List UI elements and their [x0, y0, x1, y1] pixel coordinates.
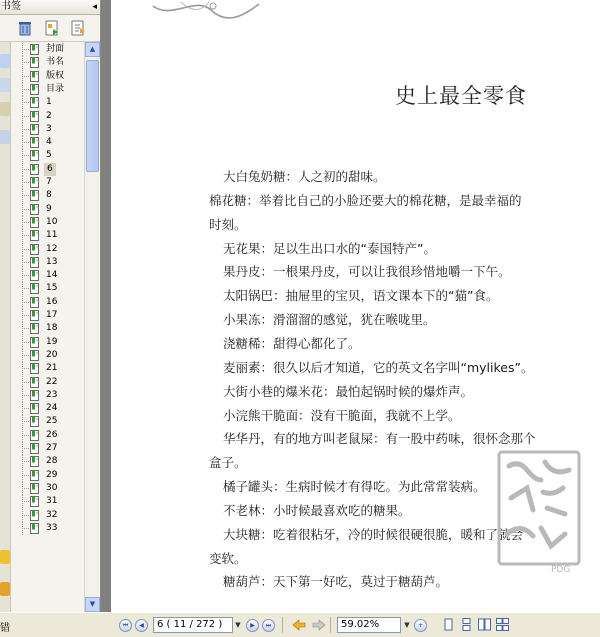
- bookmark-label: 6: [44, 163, 56, 176]
- paragraph-line: 糖葫芦：天下第一好吃，莫过于糖葫芦。: [223, 574, 449, 590]
- tree-branch: [22, 342, 30, 343]
- bookmark-icon: [30, 270, 39, 281]
- bookmark-label: 9: [46, 203, 52, 214]
- bookmark-item[interactable]: [12, 495, 84, 508]
- bookmark-label: 目录: [46, 83, 65, 94]
- bookmark-label: 书名: [46, 57, 65, 68]
- bookmark-icon: [30, 456, 39, 467]
- forward-arrow-icon[interactable]: [312, 618, 326, 632]
- page-number-field[interactable]: 6 ( 11 / 272 ): [153, 617, 233, 633]
- bookmark-label: 27: [46, 443, 58, 453]
- bookmark-icon: [30, 337, 39, 348]
- panel-tab-strip: [0, 42, 11, 612]
- previous-page-icon[interactable]: ◀: [135, 619, 148, 632]
- bookmark-item[interactable]: [12, 469, 84, 482]
- signature-tab-icon[interactable]: [0, 582, 10, 596]
- bookmark-label: 4: [46, 137, 52, 148]
- tree-branch: [22, 395, 30, 396]
- paragraph-line: 大块糖：吃着很粘牙，冷的时候很硬很脆，暖和了就会: [223, 526, 524, 542]
- bookmark-icon: [30, 363, 39, 374]
- bookmark-item[interactable]: [12, 229, 84, 242]
- bookmark-label: 31: [46, 496, 58, 507]
- paragraph-line: 小果冻：滑溜溜的感觉，犹在喉咙里。: [223, 312, 436, 328]
- zoom-dropdown-icon[interactable]: ▼: [404, 621, 410, 629]
- bookmark-label: 封面: [46, 44, 65, 54]
- bookmark-icon: [30, 377, 39, 388]
- back-arrow-icon[interactable]: [292, 618, 306, 632]
- tree-branch: [22, 461, 30, 462]
- bookmark-item[interactable]: [12, 163, 84, 176]
- bookmark-label: 3: [46, 123, 52, 134]
- bookmark-item[interactable]: [12, 243, 84, 256]
- document-viewport[interactable]: [101, 0, 600, 612]
- paragraph-line: 橘子罐头：生病时候才有得吃。为此常常装病。: [223, 479, 486, 495]
- bookmark-item[interactable]: [12, 429, 84, 442]
- bookmark-label: 25: [46, 416, 58, 427]
- bookmark-icon: [30, 470, 39, 481]
- bookmark-icon: [30, 496, 39, 507]
- bookmark-label: 30: [46, 482, 58, 493]
- bookmark-item[interactable]: [12, 216, 84, 229]
- bookmark-item[interactable]: [12, 455, 84, 468]
- bookmark-icon: [30, 430, 39, 441]
- bookmark-icon: [30, 283, 39, 294]
- bookmark-item[interactable]: [12, 282, 84, 295]
- tree-branch: [22, 102, 30, 103]
- bookmark-item[interactable]: [12, 176, 84, 189]
- zoom-in-icon[interactable]: +: [414, 619, 427, 632]
- bookmark-item[interactable]: [12, 70, 84, 83]
- bookmark-icon: [30, 257, 39, 268]
- bookmark-icon: [30, 297, 39, 308]
- tree-branch: [22, 195, 30, 196]
- paragraph-line: 大白兔奶糖：人之初的甜味。: [223, 169, 386, 184]
- bookmark-icon: [30, 244, 39, 255]
- next-page-icon[interactable]: ▶: [246, 619, 259, 632]
- bookmark-item[interactable]: [12, 389, 84, 402]
- tree-branch: [22, 528, 30, 529]
- scroll-up-arrow-icon[interactable]: ▲: [85, 42, 100, 57]
- bookmark-item[interactable]: [12, 482, 84, 495]
- bookmark-label: 12: [46, 243, 58, 254]
- bookmark-item[interactable]: [12, 322, 84, 335]
- bookmark-tree: [12, 42, 84, 612]
- bookmark-label: 28: [46, 456, 58, 467]
- bookmark-label: 33: [46, 522, 58, 533]
- paragraph-line: 无花果：足以生出口水的“泰国特产”。: [223, 240, 436, 256]
- tree-branch: [22, 89, 30, 90]
- tree-branch: [22, 182, 30, 183]
- tree-branch: [22, 315, 30, 316]
- tree-branch: [22, 355, 30, 356]
- tree-branch: [22, 288, 30, 289]
- tree-branch: [22, 275, 30, 276]
- bookmark-item[interactable]: [12, 376, 84, 389]
- tree-branch: [22, 76, 30, 77]
- bookmark-label: 18: [46, 323, 58, 334]
- bookmark-icon: [30, 97, 39, 108]
- continuous-facing-view-icon[interactable]: [496, 618, 509, 631]
- scroll-thumb[interactable]: [86, 60, 99, 172]
- tree-branch: [22, 49, 30, 50]
- tree-branch: [22, 408, 30, 409]
- bookmark-icon: [30, 190, 39, 201]
- bookmark-item[interactable]: [12, 43, 84, 56]
- bookmark-icon: [30, 57, 39, 68]
- bookmark-item[interactable]: [12, 415, 84, 428]
- paragraph-line: 不老林：小时候最喜欢吃的糖果。: [223, 502, 411, 518]
- bookmark-icon: [30, 403, 39, 414]
- paragraph-line: 变软。: [209, 550, 247, 566]
- bookmark-item[interactable]: [12, 123, 84, 136]
- bookmark-item[interactable]: [12, 269, 84, 282]
- bookmark-icon: [30, 416, 39, 427]
- bookmark-label: 22: [46, 376, 58, 387]
- paragraph-line: 太阳锅巴：抽屉里的宝贝，语文课本下的“猫”食。: [223, 288, 499, 304]
- tree-branch: [22, 302, 30, 303]
- bookmark-label: 15: [46, 283, 58, 294]
- tree-branch: [22, 129, 30, 130]
- page-dropdown-icon[interactable]: ▼: [235, 621, 241, 629]
- decorative-flourish-icon: [151, 0, 261, 22]
- bookmark-label: 11: [46, 230, 58, 241]
- bookmark-item[interactable]: [12, 149, 84, 162]
- bookmark-icon: [30, 204, 39, 215]
- bookmark-label: 17: [46, 310, 58, 320]
- status-separator: [282, 617, 283, 633]
- bookmark-label: 2: [46, 110, 52, 121]
- bookmark-item[interactable]: [12, 203, 84, 216]
- bookmark-item[interactable]: [12, 362, 84, 375]
- tree-branch: [22, 368, 30, 369]
- bookmark-item[interactable]: [12, 509, 84, 522]
- status-separator: [330, 617, 331, 633]
- first-page-icon[interactable]: ⏮: [119, 619, 132, 632]
- bookmark-item[interactable]: [12, 296, 84, 309]
- bookmark-item[interactable]: [12, 189, 84, 202]
- tree-branch: [22, 262, 30, 263]
- bookmark-label: 5: [46, 150, 52, 161]
- bookmarks-toolbar: [0, 15, 100, 42]
- bookmark-item[interactable]: [12, 309, 84, 322]
- bookmark-icon: [30, 44, 39, 55]
- pdf-page: [111, 0, 600, 612]
- tree-branch: [22, 155, 30, 156]
- bookmark-item[interactable]: [12, 256, 84, 269]
- tree-branch: [22, 328, 30, 329]
- bookmark-icon: [30, 350, 39, 361]
- bookmark-label: 版权: [46, 70, 65, 81]
- bookmark-label: 32: [46, 509, 58, 520]
- facing-view-icon[interactable]: [478, 618, 491, 631]
- bookmark-label: 7: [46, 177, 52, 187]
- paragraph-line: 浇糖稀：甜得心都化了。: [223, 335, 361, 351]
- bookmark-icon: [30, 510, 39, 521]
- bookmark-label: 13: [46, 256, 58, 267]
- tree-branch: [22, 382, 30, 383]
- bookmark-label: 24: [46, 403, 58, 414]
- tree-branch: [22, 142, 30, 143]
- paragraph-line: 棉花糖：举着比自己的小脸还要大的棉花糖，是最幸福的: [209, 192, 522, 208]
- paragraph-line: 时刻。: [209, 216, 247, 232]
- bookmark-item[interactable]: [12, 349, 84, 362]
- last-page-icon[interactable]: ⏭: [262, 619, 275, 632]
- status-text: 错: [0, 623, 10, 634]
- note-tab-icon[interactable]: [0, 550, 10, 564]
- bookmark-icon: [30, 71, 39, 82]
- bookmark-icon: [30, 177, 39, 188]
- status-bar: [0, 612, 600, 637]
- bookmark-item[interactable]: [12, 336, 84, 349]
- bookmark-icon: [30, 164, 39, 175]
- bookmarks-panel-title: 书签: [1, 1, 21, 12]
- bookmark-icon: [30, 310, 39, 321]
- bookmark-label: 26: [46, 429, 58, 440]
- bookmark-label: 10: [46, 216, 58, 227]
- paragraph-line: 大街小巷的爆米花：最怕起锅时候的爆炸声。: [223, 383, 474, 399]
- bookmark-icon: [30, 150, 39, 161]
- bookmark-icon: [30, 217, 39, 228]
- bookmark-item[interactable]: [12, 136, 84, 149]
- bookmark-icon: [30, 390, 39, 401]
- bookmark-icon: [30, 323, 39, 334]
- tree-branch: [22, 448, 30, 449]
- bookmark-icon: [30, 230, 39, 241]
- tree-branch: [22, 421, 30, 422]
- bookmark-item[interactable]: [12, 442, 84, 455]
- bookmark-item[interactable]: [12, 56, 84, 69]
- scroll-down-arrow-icon[interactable]: ▼: [85, 597, 100, 612]
- bookmark-label: 19: [46, 336, 58, 347]
- zoom-field[interactable]: 59.02%: [337, 617, 401, 633]
- comments-tab-icon[interactable]: [0, 130, 10, 144]
- tree-branch: [22, 235, 30, 236]
- bookmarks-scrollbar[interactable]: [84, 42, 100, 612]
- layers-tab-icon[interactable]: [0, 78, 10, 92]
- bookmark-item[interactable]: [12, 83, 84, 96]
- bookmark-properties-icon[interactable]: [70, 20, 86, 36]
- bookmark-label: 16: [46, 296, 58, 307]
- tree-branch: [22, 222, 30, 223]
- pages-tab-icon[interactable]: [0, 54, 10, 68]
- watermark-label: PDG: [551, 565, 571, 575]
- tree-branch: [22, 435, 30, 436]
- bookmark-icon: [30, 443, 39, 454]
- continuous-view-icon[interactable]: [460, 618, 473, 631]
- bookmark-label: 14: [46, 270, 58, 281]
- bookmark-item[interactable]: [12, 96, 84, 109]
- bookmark-label: 21: [46, 363, 58, 374]
- page-title: 史上最全零食: [395, 84, 527, 108]
- bookmark-icon: [30, 523, 39, 534]
- paragraph-line: 华华丹，有的地方叫老鼠屎：有一股中药味，很怀念那个: [223, 431, 536, 447]
- bookmark-label: 23: [46, 389, 58, 400]
- tree-branch: [22, 475, 30, 476]
- bookmark-item[interactable]: [12, 402, 84, 415]
- bookmark-label: 29: [46, 469, 58, 480]
- paragraph-line: 盒子。: [209, 455, 247, 471]
- delete-icon[interactable]: [17, 20, 33, 36]
- tree-branch: [22, 515, 30, 516]
- bookmark-icon: [30, 111, 39, 122]
- collapse-panel-icon[interactable]: ◂: [92, 2, 97, 12]
- bookmark-item[interactable]: [12, 110, 84, 123]
- tree-branch: [22, 209, 30, 210]
- single-page-view-icon[interactable]: [442, 618, 455, 631]
- attachments-tab-icon[interactable]: [0, 102, 10, 116]
- pdg-watermark-stamp-icon: [495, 448, 583, 576]
- bookmark-icon: [30, 124, 39, 135]
- paragraph-line: 果丹皮：一根果丹皮，可以让我很珍惜地嚼一下午。: [223, 264, 511, 280]
- bookmark-icon: [30, 84, 39, 95]
- bookmarks-panel: [0, 0, 101, 612]
- tree-branch: [22, 501, 30, 502]
- tree-branch: [22, 62, 30, 63]
- tree-branch: [22, 488, 30, 489]
- bookmarks-panel-header: [0, 0, 100, 15]
- paragraph-line: 麦丽素：很久以后才知道，它的英文名字叫“mylikes”。: [223, 359, 534, 375]
- bookmark-item[interactable]: [12, 522, 84, 535]
- bookmark-label: 8: [46, 190, 52, 201]
- tree-branch: [22, 169, 30, 170]
- paragraph-line: 小浣熊干脆面：没有干脆面，我就不上学。: [223, 407, 461, 423]
- bookmark-label: 1: [46, 97, 52, 108]
- tree-branch: [22, 116, 30, 117]
- bookmark-icon: [30, 483, 39, 494]
- bookmark-icon: [30, 137, 39, 148]
- tree-branch: [22, 249, 30, 250]
- new-bookmark-icon[interactable]: [44, 20, 60, 36]
- bookmark-label: 20: [46, 349, 58, 360]
